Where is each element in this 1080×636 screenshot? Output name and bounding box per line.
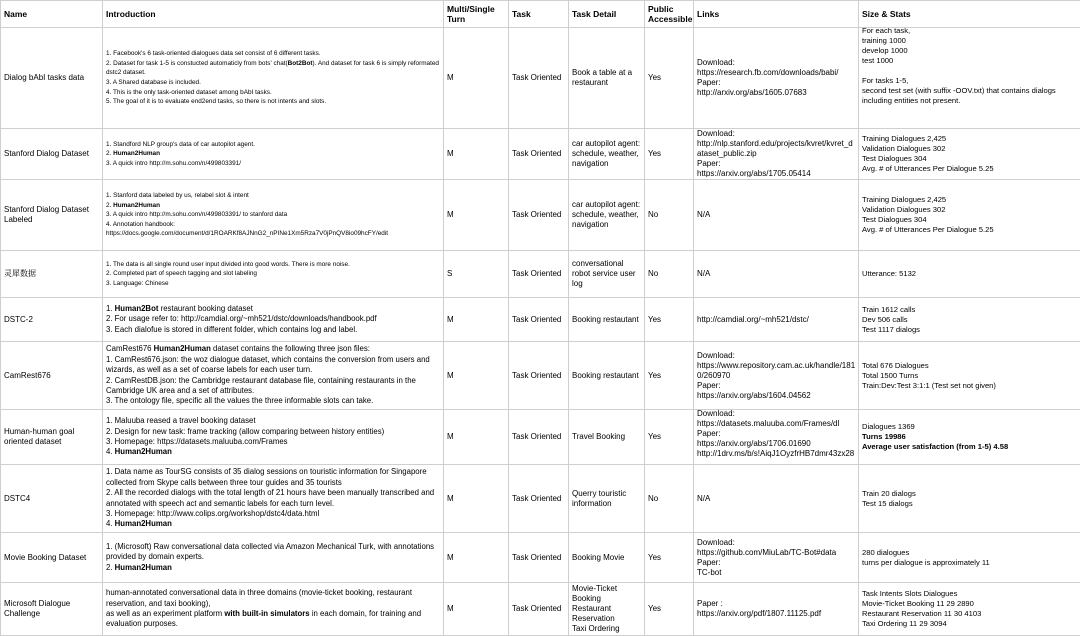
link-url[interactable]: https://arxiv.org/abs/1706.01690: [697, 439, 811, 448]
size-line: Restaurant Reservation 11 30 4103: [862, 609, 981, 618]
cell-links[interactable]: [694, 533, 859, 583]
cell-introduction[interactable]: [103, 129, 444, 180]
cell-name[interactable]: DSTC4: [1, 465, 103, 533]
cell-turn[interactable]: M: [444, 533, 509, 583]
cell-size[interactable]: [859, 410, 1080, 465]
cell-links[interactable]: [694, 28, 859, 129]
link-text: Paper:: [697, 429, 721, 438]
link-url[interactable]: ataset_public.zip: [697, 149, 757, 158]
table-row: [1, 583, 1080, 636]
cell-public[interactable]: Yes: [645, 342, 694, 410]
cell-links[interactable]: N/A: [694, 465, 859, 533]
size-line: Test Dialogues 304: [862, 215, 927, 224]
size-line: For tasks 1-5,: [862, 76, 908, 85]
table-row: [1, 410, 1080, 465]
col-header-public[interactable]: Public Accessible: [645, 1, 694, 28]
cell-task-detail[interactable]: Booking restautant: [569, 342, 645, 410]
link-text: Download:: [697, 538, 735, 547]
cell-task-detail[interactable]: [569, 583, 645, 636]
intro-bold: Human2Human: [115, 519, 172, 528]
intro-bold: Bot2Bot: [288, 60, 313, 67]
size-line: Test 15 dialogs: [862, 499, 913, 508]
size-line: Dialogues 1369: [862, 422, 915, 431]
cell-name[interactable]: Microsoft Dialogue Challenge: [1, 583, 103, 636]
cell-links[interactable]: [694, 129, 859, 180]
size-line: Train 20 dialogs: [862, 489, 916, 498]
cell-task-detail[interactable]: Booking restautant: [569, 298, 645, 342]
cell-public[interactable]: No: [645, 465, 694, 533]
intro-line: 3. Each dialofue is stored in different folder, which contains log and label.: [106, 325, 357, 334]
intro-line: 2.: [106, 563, 115, 572]
cell-introduction[interactable]: [103, 410, 444, 465]
cell-size[interactable]: [859, 465, 1080, 533]
cell-links[interactable]: N/A: [694, 251, 859, 298]
col-header-turn[interactable]: Multi/Single Turn: [444, 1, 509, 28]
intro-line: 1. The data is all single round user input divided into good words. There is more noise.: [106, 261, 350, 268]
size-line: Dev 506 calls: [862, 315, 908, 324]
detail-line: Restaurant Reservation: [572, 604, 615, 623]
link-text: Download:: [697, 351, 735, 360]
cell-public[interactable]: Yes: [645, 410, 694, 465]
cell-task-detail[interactable]: car autopilot agent: schedule, weather, navigation: [569, 180, 645, 251]
size-line: For each task,: [862, 28, 910, 36]
cell-task[interactable]: Task Oriented: [509, 251, 569, 298]
intro-line: 2. Dataset for task 1-5 is constucted automaticly from bots' chat(: [106, 60, 288, 67]
cell-name[interactable]: CamRest676: [1, 342, 103, 410]
link-text: Paper:: [697, 78, 721, 87]
cell-links[interactable]: N/A: [694, 180, 859, 251]
cell-public[interactable]: Yes: [645, 28, 694, 129]
cell-turn[interactable]: M: [444, 583, 509, 636]
size-line: Total 1500 Turns: [862, 371, 918, 380]
cell-introduction[interactable]: [103, 251, 444, 298]
table-row: [1, 298, 1080, 342]
size-line: Training Dialogues 2,425: [862, 195, 946, 204]
cell-name[interactable]: Human-human goal oriented dataset: [1, 410, 103, 465]
cell-turn[interactable]: M: [444, 298, 509, 342]
intro-line: 1. Standford NLP group's data of car autopilot agent.: [106, 141, 255, 148]
link-text: Download:: [697, 129, 735, 138]
link-url[interactable]: http://arxiv.org/abs/1605.07683: [697, 88, 807, 97]
cell-task[interactable]: Task Oriented: [509, 465, 569, 533]
link-text: Paper :: [697, 599, 723, 608]
cell-size[interactable]: [859, 129, 1080, 180]
cell-task-detail[interactable]: Querry touristic information: [569, 465, 645, 533]
size-line: Total 676 Dialogues: [862, 361, 929, 370]
link-url[interactable]: https://arxiv.org/pdf/1807.11125.pdf: [697, 609, 821, 618]
cell-public[interactable]: Yes: [645, 583, 694, 636]
link-url[interactable]: https://datasets.maluuba.com/Frames/dl: [697, 419, 839, 428]
col-header-introduction[interactable]: Introduction: [103, 1, 444, 28]
cell-task-detail[interactable]: Booking Movie: [569, 533, 645, 583]
intro-line: 2. All the recorded dialogs with the total length of 21 hours have been manually transcribed and annotated with speech act and semantic labels for each turn level.: [106, 488, 434, 507]
table-row: [1, 28, 1080, 129]
intro-line: human-annotated conversational data in three domains (movie-ticket booking, restaurant reservation, and taxi booking),: [106, 588, 412, 607]
table-row: [1, 533, 1080, 583]
size-line: Validation Dialogues 302: [862, 205, 945, 214]
cell-introduction[interactable]: [103, 180, 444, 251]
cell-size[interactable]: [859, 533, 1080, 583]
intro-line: 4.: [106, 519, 115, 528]
col-header-task-detail[interactable]: Task Detail: [569, 1, 645, 28]
col-header-size[interactable]: Size & Stats: [859, 1, 1080, 28]
cell-introduction[interactable]: [103, 298, 444, 342]
cell-turn[interactable]: M: [444, 28, 509, 129]
link-url[interactable]: http://nlp.stanford.edu/projects/kvret/kvret_d: [697, 139, 853, 148]
size-line: training 1000: [862, 36, 906, 45]
cell-introduction[interactable]: [103, 533, 444, 583]
size-line: Taxi Ordering 11 29 3094: [862, 619, 947, 628]
intro-line: dataset contains the following three json files:: [211, 344, 370, 353]
detail-line: Movie-Ticket Booking: [572, 584, 617, 603]
cell-name[interactable]: 灵犀数据: [1, 251, 103, 298]
cell-links[interactable]: http://camdial.org/~mh521/dstc/: [694, 298, 859, 342]
intro-line: 2. Design for new task: frame tracking (allow comparing between history entities): [106, 427, 384, 436]
size-line: Test Dialogues 304: [862, 154, 927, 163]
cell-task-detail[interactable]: Book a table at a restaurant: [569, 28, 645, 129]
size-line: Avg. # of Utterances Per Dialogue 5.25: [862, 225, 994, 234]
intro-line: 1. Stanford data labeled by us, relabel slot & intent: [106, 192, 249, 199]
size-line: second test set (with suffix -OOV.txt) that contains dialogs including entities not present.: [862, 86, 1056, 105]
intro-line: 1. Data name as TourSG consists of 35 dialog sessions on touristic information for Singapore collected from Skype calls between three tour guides and 35 tourists: [106, 467, 427, 486]
cell-task[interactable]: Task Oriented: [509, 298, 569, 342]
table-row: [1, 180, 1080, 251]
intro-line: 1. (Microsoft) Raw conversational data collected via Amazon Mechanical Turk, with annotations provided by domain experts.: [106, 542, 434, 561]
intro-line: 3. A quick intro http://m.sohu.com/n/499803391/ to stanford data: [106, 211, 287, 218]
intro-line: 1.: [106, 304, 115, 313]
intro-line: 2. CamRestDB.json: the Cambridge restaurant database file, containing restaurants in the Cambridge UK area and a set of attributes.: [106, 376, 416, 395]
link-url[interactable]: https://github.com/MiuLab/TC-Bot#data: [697, 548, 836, 557]
intro-line: 2.: [106, 150, 113, 157]
intro-bold: Human2Human: [113, 202, 160, 209]
cell-name[interactable]: Dialog bAbI tasks data: [1, 28, 103, 129]
size-line: Turns 19986: [862, 432, 906, 441]
size-line: Train:Dev:Test 3:1:1 (Test set not given): [862, 381, 996, 390]
cell-public[interactable]: Yes: [645, 298, 694, 342]
link-url[interactable]: https://arxiv.org/abs/1604.04562: [697, 391, 811, 400]
table-row: [1, 342, 1080, 410]
cell-task[interactable]: Task Oriented: [509, 129, 569, 180]
cell-name[interactable]: Stanford Dialog Dataset Labeled: [1, 180, 103, 251]
intro-line: 3. Language: Chinese: [106, 280, 169, 287]
intro-line: 3. Homepage: http://www.colips.org/workshop/dstc4/data.html: [106, 509, 319, 518]
size-line: turns per dialogue is approximately 11: [862, 558, 990, 567]
intro-line: 1. Facebook's 6 task-oriented dialogues data set consist of 6 different tasks.: [106, 50, 321, 57]
link-text: Download:: [697, 58, 735, 67]
cell-public[interactable]: Yes: [645, 129, 694, 180]
intro-line: as well as an experiment platform: [106, 609, 224, 618]
intro-line: 4. Annotation handbook:: [106, 221, 175, 228]
col-header-links[interactable]: Links: [694, 1, 859, 28]
intro-bold: Human2Human: [154, 344, 211, 353]
cell-turn[interactable]: M: [444, 342, 509, 410]
cell-task[interactable]: Task Oriented: [509, 180, 569, 251]
cell-introduction[interactable]: [103, 583, 444, 636]
size-line: Task Intents Slots Dialogues: [862, 589, 957, 598]
cell-task-detail[interactable]: conversational robot service user log: [569, 251, 645, 298]
detail-line: Taxi Ordering: [572, 624, 620, 633]
intro-line: 2.: [106, 202, 113, 209]
intro-line: 3. Homepage: https://datasets.maluuba.com/Frames: [106, 437, 288, 446]
cell-turn[interactable]: M: [444, 129, 509, 180]
intro-line: 1. Maluuba reased a travel booking dataset: [106, 416, 256, 425]
cell-name[interactable]: DSTC-2: [1, 298, 103, 342]
cell-name[interactable]: Stanford Dialog Dataset: [1, 129, 103, 180]
link-text: Download:: [697, 410, 735, 419]
cell-public[interactable]: No: [645, 180, 694, 251]
intro-line: ). And dataset for task 6 is simply reformated dstc2 dataset.: [106, 60, 439, 77]
intro-bold: Human2Human: [115, 447, 172, 456]
cell-task[interactable]: Task Oriented: [509, 342, 569, 410]
cell-task[interactable]: Task Oriented: [509, 410, 569, 465]
size-line: Avg. # of Utterances Per Dialogue 5.25: [862, 164, 994, 173]
intro-bold: Human2Human: [115, 563, 172, 572]
intro-line: 3. The ontology file, specific all the values the three informable slots can take.: [106, 396, 373, 405]
cell-public[interactable]: No: [645, 251, 694, 298]
intro-line: 2. For usage refer to: http://camdial.org/~mh521/dstc/downloads/handbook.pdf: [106, 314, 377, 323]
cell-size[interactable]: [859, 342, 1080, 410]
cell-public[interactable]: Yes: [645, 533, 694, 583]
cell-introduction[interactable]: [103, 342, 444, 410]
link-text: Paper:: [697, 159, 721, 168]
table-row: [1, 129, 1080, 180]
cell-task[interactable]: Task Oriented: [509, 583, 569, 636]
intro-line: 5. The goal of it is to evaluate end2end tasks, so there is not intents and slots.: [106, 98, 326, 105]
link-text: Paper:: [697, 381, 721, 390]
intro-line: 3. A quick intro http://m.sohu.com/n/499803391/: [106, 160, 241, 167]
cell-size[interactable]: Utterance: 5132: [859, 251, 1080, 298]
link-url[interactable]: https://www.repository.cam.ac.uk/handle/181: [697, 361, 855, 370]
link-url[interactable]: TC-bot: [697, 568, 721, 577]
intro-line: 1. CamRest676.json: the woz dialogue dataset, which contains the conversion from users and wizards, as well as a set of coarse labels for each user turn.: [106, 355, 430, 374]
cell-links[interactable]: [694, 583, 859, 636]
intro-line: 2. Completed part of speech tagging and slot labeling: [106, 270, 257, 277]
cell-turn[interactable]: M: [444, 410, 509, 465]
intro-bold: Human2Bot: [115, 304, 159, 313]
table-row: [1, 465, 1080, 533]
col-header-task[interactable]: Task: [509, 1, 569, 28]
cell-task-detail[interactable]: car autopilot agent: schedule, weather, navigation: [569, 129, 645, 180]
cell-size[interactable]: [859, 298, 1080, 342]
intro-line: in each domain, for training and evaluation purposes.: [106, 609, 421, 628]
cell-turn[interactable]: S: [444, 251, 509, 298]
link-text: Paper:: [697, 558, 721, 567]
size-line: develop 1000: [862, 46, 908, 55]
size-line: Average user satisfaction (from 1-5) 4.58: [862, 442, 1008, 451]
intro-line: CamRest676: [106, 344, 154, 353]
link-url[interactable]: https://arxiv.org/abs/1705.05414: [697, 169, 811, 177]
cell-name[interactable]: Movie Booking Dataset: [1, 533, 103, 583]
link-url[interactable]: 0/260970: [697, 371, 730, 380]
cell-task[interactable]: Task Oriented: [509, 28, 569, 129]
table-row: [1, 251, 1080, 298]
size-line: test 1000: [862, 56, 893, 65]
intro-bold: with built-in simulators: [224, 609, 309, 618]
intro-line: 4. This is the only task-oriented dataset among bAbI tasks.: [106, 89, 272, 96]
cell-size[interactable]: [859, 583, 1080, 636]
link-url[interactable]: https://research.fb.com/downloads/babi/: [697, 68, 838, 77]
cell-links[interactable]: [694, 410, 859, 465]
col-header-name[interactable]: Name: [1, 1, 103, 28]
link-url[interactable]: http://1drv.ms/b/s!AiqJ1OyzfrHB7dmr43zx28: [697, 449, 854, 458]
cell-links[interactable]: [694, 342, 859, 410]
intro-line: 4.: [106, 447, 115, 456]
cell-size[interactable]: [859, 28, 1080, 129]
cell-task-detail[interactable]: Travel Booking: [569, 410, 645, 465]
intro-line: 3. A Shared database is included.: [106, 79, 201, 86]
header-row: [1, 1, 1080, 28]
size-line: Test 1117 dialogs: [862, 325, 920, 334]
size-line: 280 dialogues: [862, 548, 909, 557]
cell-task[interactable]: Task Oriented: [509, 533, 569, 583]
cell-turn[interactable]: M: [444, 465, 509, 533]
size-line: Validation Dialogues 302: [862, 144, 945, 153]
cell-introduction[interactable]: [103, 465, 444, 533]
intro-bold: Human2Human: [113, 150, 160, 157]
cell-size[interactable]: [859, 180, 1080, 251]
size-line: Training Dialogues 2,425: [862, 134, 946, 143]
cell-turn[interactable]: M: [444, 180, 509, 251]
intro-line: restaurant booking dataset: [158, 304, 253, 313]
size-line: Movie-Ticket Booking 11 29 2890: [862, 599, 974, 608]
size-line: Train 1612 calls: [862, 305, 915, 314]
cell-introduction[interactable]: [103, 28, 444, 129]
intro-line: https://docs.google.com/document/d/1ROARKf8AJNnG2_nPINe1Xm5Rza7V0jPnQV8io09hcFY/edit: [106, 230, 388, 237]
